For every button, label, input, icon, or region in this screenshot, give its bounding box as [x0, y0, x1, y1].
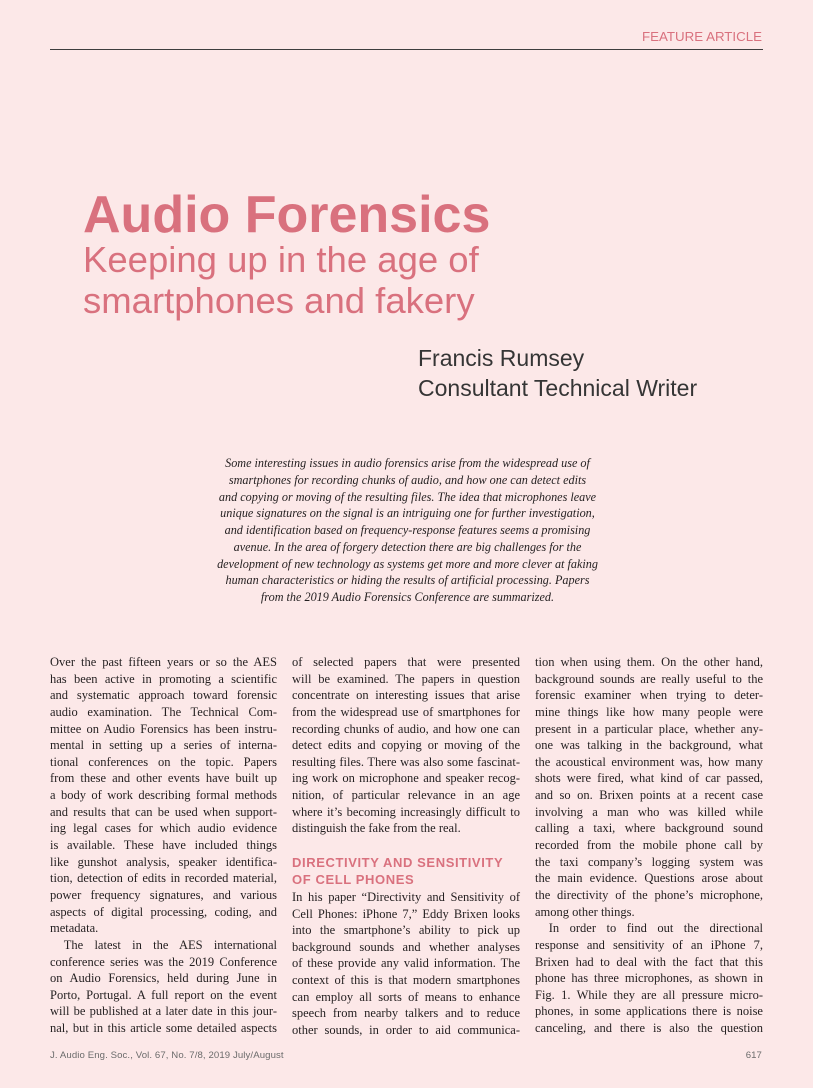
body-line: nition, of particular relevance in an age — [292, 788, 520, 803]
body-line: Brixen had to deal with the fact that this — [535, 954, 763, 969]
article-title: Audio Forensics — [83, 186, 491, 244]
body-column-3 — [535, 654, 763, 1037]
author-block — [418, 343, 697, 403]
body-line: from these and other events have built up — [50, 771, 277, 786]
body-line: ing work on microphone and speaker recog- — [292, 771, 520, 786]
paragraph — [535, 654, 763, 920]
article-subtitle — [83, 239, 479, 321]
header-rule — [50, 49, 763, 50]
body-line: the main evidence. Questions arose about — [535, 871, 763, 886]
body-line: from the widespread use of smartphones for — [292, 704, 520, 719]
subtitle-line: smartphones and fakery — [83, 280, 475, 321]
author-name: Francis Rumsey — [418, 345, 585, 371]
abstract-line: and copying or moving of the resulting files. The idea that microphones leave — [218, 489, 597, 504]
body-line: Fig. 1. While they are all pressure micro- — [535, 987, 763, 1002]
author-role: Consultant Technical Writer — [418, 375, 698, 401]
body-line: audio examination. The Technical Com- — [50, 704, 277, 719]
body-line: recorded from the mobile phone call by — [535, 838, 763, 853]
body-line: the acoustical environment was, how many — [535, 754, 763, 769]
body-line: background sounds are really useful to the — [535, 671, 763, 686]
body-line: calling a taxi, where background sound — [535, 821, 763, 836]
body-line: mental in setting up a series of interna- — [50, 738, 277, 753]
body-line: mine things like how many people were — [535, 704, 763, 719]
body-line: involving a man who was killed while — [535, 804, 763, 819]
body-line: mittee on Audio Forensics has been instru- — [50, 721, 277, 736]
subtitle-line: Keeping up in the age of — [83, 239, 479, 280]
body-line: context of this is that modern smartphones — [292, 973, 520, 988]
body-line: recording chunks of audio, and how one can — [292, 721, 520, 736]
abstract-line: and identification based on frequency-response features seems a promising — [224, 523, 591, 537]
body-line: other sounds, in order to aid communica- — [292, 1023, 520, 1038]
body-line: shots were fired, what kind of car passed, — [535, 771, 763, 786]
paragraph — [50, 937, 277, 1037]
body-column-1 — [50, 654, 277, 1037]
body-line: In order to find out the directional — [548, 921, 763, 936]
body-line: of selected papers that were presented — [292, 655, 520, 669]
footer-citation: J. Audio Eng. Soc., Vol. 67, No. 7/8, 2019 July/August — [50, 1050, 284, 1061]
body-line: the taxi company’s logging system was — [535, 854, 763, 869]
body-line: is available. These have included things — [50, 838, 277, 853]
abstract-line: unique signatures on the signal is an intriguing one for further investigation, — [220, 506, 595, 521]
body-line: In his paper “Directivity and Sensitivity of — [292, 889, 520, 904]
body-line: and so on. Brixen points at a recent case — [535, 788, 763, 803]
page-number: 617 — [745, 1050, 762, 1061]
body-line: speech from nearby talkers and to reduce — [292, 1006, 520, 1021]
body-line: nal, but in this article some detailed aspects — [50, 1021, 277, 1036]
body-line: Over the past fifteen years or so the AES — [50, 655, 277, 669]
body-line: The latest in the AES international — [63, 937, 277, 952]
abstract-line: smartphones for recording chunks of audio, and how one can detect edits — [228, 472, 587, 487]
body-line: tion, detection of edits in recorded material, — [50, 871, 277, 886]
abstract-line: development of new technology as systems get more and more clever at faking — [217, 556, 598, 571]
abstract-line: avenue. In the area of forgery detection there are big challenges for the — [233, 539, 582, 554]
body-line: forensic examiner when trying to deter- — [535, 688, 763, 703]
body-line: the directivity of the phone’s microphone, — [535, 887, 763, 902]
body-line: resulting files. There was also some fascinat- — [292, 754, 520, 769]
body-line: aspects of digital processing, coding, and — [50, 904, 277, 919]
body-line: and systematic approach toward forensic — [50, 688, 277, 703]
body-line: conference series was the 2019 Conference — [50, 954, 277, 969]
abstract-line: human characteristics or hiding the results of artificial processing. Papers — [225, 573, 590, 588]
body-line: background sounds and whether analyses — [292, 939, 520, 954]
body-line: phones, in some applications there is noise — [535, 1004, 763, 1019]
body-line: like gunshot analysis, speaker identifica- — [50, 854, 277, 869]
body-line: and results that can be used when support- — [50, 804, 277, 819]
body-line: can employ all sorts of means to enhance — [292, 989, 520, 1004]
body-line: metadata. — [50, 921, 99, 936]
body-line: Porto, Portugal. A full report on the event — [50, 987, 277, 1002]
body-line: among other things. — [535, 904, 635, 919]
body-line: canceling, and there is also the question — [535, 1021, 763, 1036]
body-line: where it’s becoming increasingly difficult to — [292, 804, 520, 819]
section-heading-line: DIRECTIVITY AND SENSITIVITY — [292, 854, 504, 870]
body-line: has been active in promoting a scientific — [50, 671, 277, 686]
abstract-line: Some interesting issues in audio forensics arise from the widespread use of — [225, 456, 590, 470]
body-line: power frequency signatures, and various — [50, 887, 277, 902]
body-line: one was talking in the background, what — [535, 738, 763, 753]
body-line: of these provide any valid information. The — [292, 956, 520, 971]
body-line: will be examined. The papers in question — [292, 671, 520, 686]
abstract-line: from the 2019 Audio Forensics Conference are summarized. — [260, 590, 555, 604]
body-line: distinguish the fake from the real. — [292, 821, 461, 836]
body-line: on Audio Forensics, held during June in — [50, 971, 277, 986]
body-line: tion when using them. On the other hand, — [535, 655, 763, 669]
body-line: present in a particular place, whether any- — [535, 721, 763, 736]
paragraph — [292, 654, 520, 837]
body-line: response and sensitivity of an iPhone 7, — [535, 937, 763, 952]
section-heading-line: OF CELL PHONES — [292, 871, 415, 887]
section-heading — [292, 854, 520, 888]
body-line: tional conferences on the topic. Papers — [50, 754, 277, 769]
body-line: concentrate on interesting issues that arise — [292, 688, 520, 703]
paragraph — [535, 920, 763, 1036]
body-column-2 — [292, 654, 520, 1039]
body-line: will be published at a later date in this jour- — [50, 1004, 277, 1019]
body-line: phone has three microphones, as shown in — [535, 971, 763, 986]
body-line: ing legal cases for which audio evidence — [50, 821, 277, 836]
paragraph — [292, 889, 520, 1039]
body-line: Cell Phones: iPhone 7,” Eddy Brixen looks — [292, 906, 520, 921]
paragraph — [50, 654, 277, 937]
abstract — [160, 455, 655, 606]
body-line: into the smartphone’s ability to pick up — [292, 923, 520, 938]
body-line: detect edits and copying or moving of the — [292, 738, 520, 753]
section-label: FEATURE ARTICLE — [642, 29, 762, 44]
body-line: a body of work describing formal methods — [50, 788, 277, 803]
